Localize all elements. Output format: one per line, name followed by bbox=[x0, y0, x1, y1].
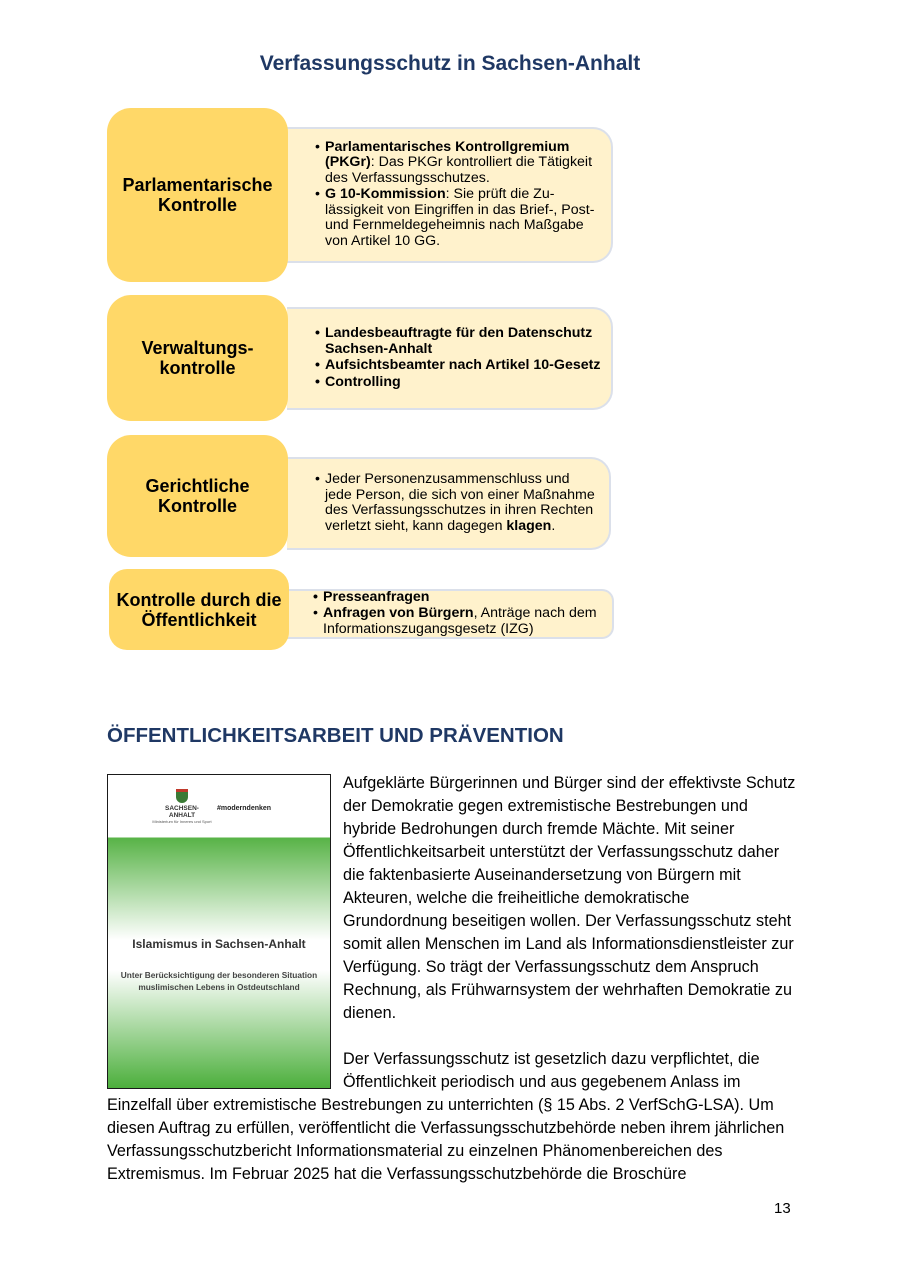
category-label: Parlamentarische Kontrolle bbox=[122, 175, 273, 215]
control-row-judicial bbox=[107, 435, 613, 557]
bullet-item: • Parlamentarisches Kontrollgremium (PKGr): Das PKGr kontrolliert die Tätigkeit des Verfassungsschutzes. bbox=[317, 140, 601, 187]
bullet-item: • Presseanfragen bbox=[315, 590, 602, 606]
bullet-item: • Anfragen von Bürgern, Anträge nach dem Informationszugangsgesetz (IZG) bbox=[315, 606, 602, 637]
bullet-item: • Jeder Personenzusammenschluss und jede Person, die sich von einer Maßnahme des Verfassungsschutzes in ihren Rechten verletzt sieht, kann dagegen klagen. bbox=[317, 472, 599, 534]
cover-title: Islamismus in Sachsen-Anhalt bbox=[132, 937, 306, 951]
detail-box bbox=[287, 127, 613, 263]
paragraph: Der Verfassungsschutz ist gesetzlich dazu verpflichtet, die Öffentlichkeit periodisch und aus gegebenem Anlass im Einzelfall über extremistische Bestrebungen zu unterrichten (§ 15 Abs. 2 VerfSchG-LSA). Um diesen Auftrag zu erfüllen, veröffentlicht die Verfassungsschutzbehörde neben ihrem jährlichen Verfassungsschutzbericht Informationsmaterial zu einzelnen Phänomenbereichen des Extremismus. Im Februar 2025 hat die Verfassungsschutzbehörde die Broschüre bbox=[107, 1050, 785, 1183]
category-pill bbox=[107, 108, 288, 282]
detail-box bbox=[287, 457, 611, 550]
detail-box bbox=[287, 589, 614, 639]
category-pill bbox=[109, 569, 289, 650]
state-logo: SACHSEN-ANHALT Ministerium für Inneres und Sport bbox=[152, 789, 212, 824]
control-row-parliamentary bbox=[107, 108, 613, 282]
diagram-title: Verfassungsschutz in Sachsen-Anhalt bbox=[259, 52, 641, 75]
detail-box bbox=[287, 307, 613, 410]
cover-hashtag: #moderndenken bbox=[217, 805, 272, 812]
category-label: Gerichtliche Kontrolle bbox=[145, 476, 250, 516]
bullet-item: • Aufsichtsbeamter nach Artikel 10-Gesetz bbox=[317, 358, 601, 374]
control-row-administrative bbox=[107, 295, 613, 421]
category-label: Kontrolle durch die Öffentlichkeit bbox=[116, 589, 282, 630]
category-label: Verwaltungs-kontrolle bbox=[141, 338, 254, 378]
bullet-item: • Landesbeauftragte für den Datenschutz Sachsen-Anhalt bbox=[317, 326, 601, 357]
paragraph: Aufgeklärte Bürgerinnen und Bürger sind der effektivste Schutz der Demokratie gegen extremistische Bestrebungen und hybride Bedrohungen durch fremde Mächte. Mit seiner Öffentlichkeitsarbeit unterstützt der Verfassungsschutz daher die faktenbasierte Auseinandersetzung von Bürgern mit Akteuren, welche die freiheitliche demokratische Grundordnung beseitigen wollen. Der Verfassungsschutz steht somit allen Menschen im Land als Informationsdienstleister zur Verfügung. So trägt der Verfassungsschutz dem Anspruch Rechnung, als Frühwarnsystem der wehrhaften Demokratie zu dienen. bbox=[343, 774, 796, 1022]
page-number: 13 bbox=[774, 1200, 791, 1217]
bullet-item: • G 10-Kommission: Sie prüft die Zu-lässigkeit von Eingriffen in das Brief-, Post- und Fernmeldegeheimnis nach Maßgabe von Artikel 10 GG. bbox=[317, 187, 601, 249]
category-pill bbox=[107, 295, 288, 421]
section-heading: ÖFFENTLICHKEITSARBEIT UND PRÄVENTION bbox=[107, 724, 564, 747]
category-pill bbox=[107, 435, 288, 557]
control-row-public bbox=[107, 569, 613, 650]
bullet-item: • Controlling bbox=[317, 375, 601, 391]
section-body bbox=[107, 772, 797, 1186]
cover-subtitle: Unter Berücksichtigung der besonderen Situation muslimischen Lebens in Ostdeutschland bbox=[120, 970, 318, 992]
